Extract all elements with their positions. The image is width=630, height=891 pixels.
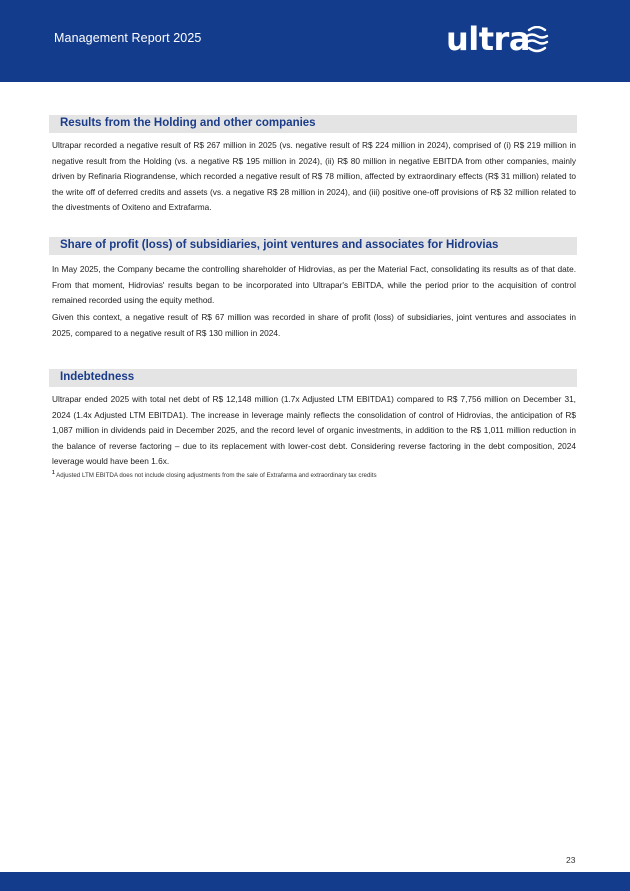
footnote-text: Adjusted LTM EBITDA does not include closing adjustments from the sale of Extrafarma and extraordinary tax credits xyxy=(56,472,377,480)
section-header-indebtedness xyxy=(49,369,577,387)
report-title: Management Report 2025 xyxy=(54,31,202,45)
section-title: Share of profit (loss) of subsidiaries, joint ventures and associates for Hidrovias xyxy=(60,239,499,251)
page-footer-bar xyxy=(0,872,630,891)
section-header-hidrovias xyxy=(49,237,577,255)
header-curve-decoration xyxy=(0,60,630,90)
section-header-holding xyxy=(49,115,577,133)
paragraph-holding-results: Ultrapar recorded a negative result of R$ 267 million in 2025 (vs. negative result of R$ 224 million in 2024), comprised of (i) R$ 219 million in negative result from the Holding (vs. a negative R$ 195 million in 2024), (ii) R$ 80 million in negative EBITDA from other companies, mainly driven by Refinaria Riograndense, which recorded a negative result of R$ 78 million, affected by extraordinary effects (R$ 31 million) related to the write off of deferred credits and assets (vs. a negative R$ 28 million in 2024), and (iii) positive one-off provisions of R$ 32 million related to the divestments of Oxiteno and Extrafarma. xyxy=(52,140,576,213)
ultra-logo xyxy=(446,20,556,60)
paragraph-indebtedness: Ultrapar ended 2025 with total net debt of R$ 12,148 million (1.7x Adjusted LTM EBITDA1) compared to R$ 7,756 million on December 31, 2024 (1.4x Adjusted LTM EBITDA1). The increase in leverage mainly reflects the consolidation of control of Hidrovias, the anticipation of R$ 1,087 million in dividends paid in December 2025, and the record level of organic investments, in addition to the R$ 1,011 million reduction in the balance of reverse factoring – due to its replacement with lower-cost debt. Considering reverse factoring in the debt composition, 2024 leverage would have been 1.6x. xyxy=(52,394,576,467)
wave-icon xyxy=(524,26,550,54)
logo-wordmark: ultra xyxy=(446,20,530,58)
section-title: Indebtedness xyxy=(60,371,135,383)
section-title: Results from the Holding and other companies xyxy=(60,117,316,129)
footnote-marker: 1 xyxy=(52,470,55,476)
footnote xyxy=(52,470,576,479)
paragraph-hidrovias-result: Given this context, a negative result of R$ 67 million was recorded in share of profit (loss) of subsidiaries, joint ventures and associates in 2025, compared to a negative result of R$ 130 million in 2024. xyxy=(52,312,576,338)
paragraph-hidrovias-control: In May 2025, the Company became the controlling shareholder of Hidrovias, as per the Material Fact, consolidating its results as of that date. From that moment, Hidrovias' results began to be incorporated into Ultrapar's EBITDA, while the period prior to the acquisition of control remained recorded using the equity method. xyxy=(52,264,576,306)
page-number: 23 xyxy=(566,855,576,865)
